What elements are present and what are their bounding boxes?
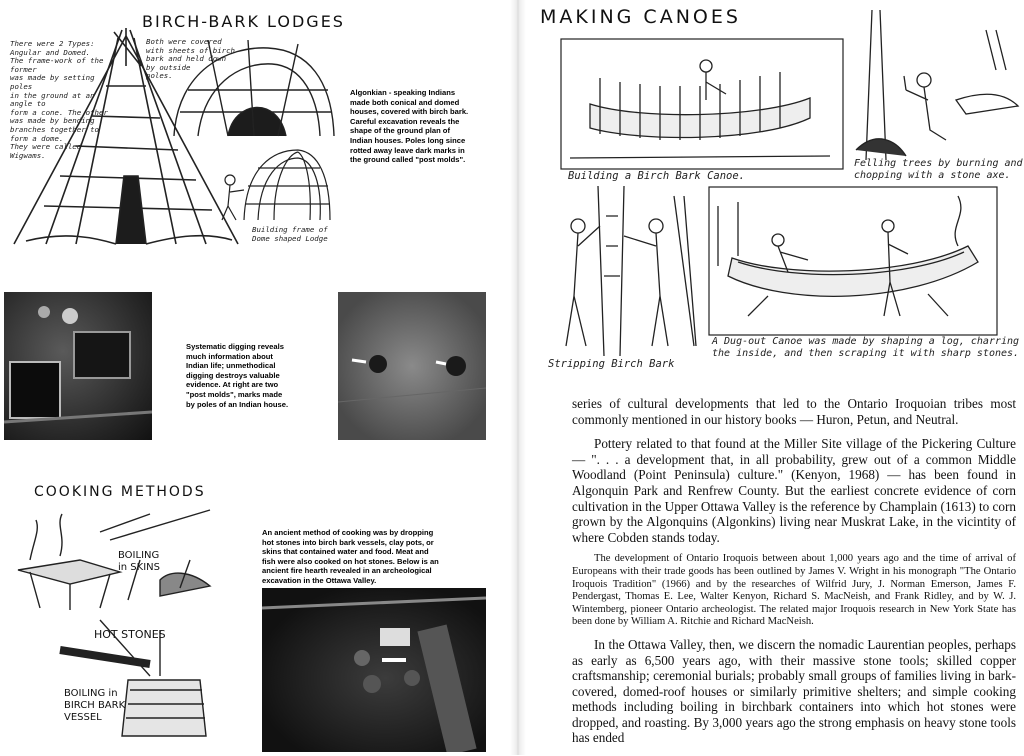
digging-caption: Systematic digging reveals much information about Indian life; unmethodical digging destroys valuable evidence. At right are two "post molds", marks made by poles of an Indian house. (186, 342, 289, 409)
stripping-bark-caption: Stripping Birch Bark (548, 358, 675, 370)
paragraph-1: series of cultural developments that led to the Ontario Iroquoian tribes most commonly mentioned in our history books — Huron, Petun, and Neutral. (572, 396, 1016, 427)
lodge-covered-note: Both were covered with sheets of birch bark and held down by outside poles. (146, 37, 235, 81)
hot-stones-label: HOT STONES (94, 628, 166, 641)
felling-trees-sketch (846, 10, 1022, 160)
paragraph-4: In the Ottawa Valley, then, we discern the nomadic Laurentian peoples, perhaps as early as 6,500 years ago, with their massive stone tools; skilled copper craftsmanship; ceremonial burials; probably small groups of families living in bark-covered, domed-roof houses or similarly primitive shelters; and simple cooking methods including boiling in birchbark containers into which hot stones were dropped, and roasting. By 3,000 years ago the strong emphasis on heavy stone tools has ended (572, 636, 1016, 746)
body-text-column (572, 396, 1016, 746)
lodge-types-note: There were 2 Types: Angular and Domed. The frame-work of the former was made by setting poles in the ground at an angle to form a cone. The other was made by bending branches together to form a dome. They were called Wigwams. (10, 39, 108, 160)
cooking-caption: An ancient method of cooking was by dropping hot stones into birch bark vessels, clay pots, or skins that contained water and food. Meat and fish were also cooked on hot stones. Below is an ancient fire hearth revealed in an archeological excavation in the Ottawa Valley. (262, 528, 439, 585)
lodges-heading: BIRCH-BARK LODGES (142, 12, 345, 31)
paragraph-3: The development of Ontario Iroquois between about 1,000 years ago and the time of arrival of Europeans with their trade goods has been outlined by James V. Wright in his monograph "The Ontario Iroquois Tradition" (1966) and by the researches of Wilfrid Jury, J. Norman Emerson, James F. Pendergast, Thomas E. Lee, Walter Kenyon, Richard S. MacNeish, and Frank Ridley, and by W. J. Wintemberg, pioneer Ontario archeologist. The related major Iroquois research in New York State has been done by William A. Ritchie and Richard MacNeish. (572, 553, 1016, 628)
stripping-bark-sketch (544, 186, 704, 356)
excavation-photo-detail (4, 292, 152, 440)
lodges-caption: Algonkian - speaking Indians made both conical and domed houses, covered with birch bark. Careful excavation reveals the shape of the ground plan of Indian houses. Poles long since rotted away leave dark marks in the ground called "post molds". (350, 88, 469, 165)
felling-trees-caption: Felling trees by burning and chopping with a stone axe. (854, 158, 1023, 181)
building-canoe-caption: Building a Birch Bark Canoe. (568, 170, 746, 182)
building-canoe-sketch (560, 38, 844, 170)
dugout-canoe-caption: A Dug-out Canoe was made by shaping a log, charring the inside, and then scraping it with sharp stones. (712, 336, 1020, 359)
fire-hearth-photo (262, 588, 486, 752)
dome-frame-note: Building frame of Dome shaped Lodge (252, 225, 328, 243)
page-gutter (510, 0, 526, 755)
post-molds-photo-detail (338, 292, 486, 440)
dugout-canoe-sketch (708, 186, 998, 336)
paragraph-2: Pottery related to that found at the Miller Site village of the Pickering Culture — ". . . a development that, in all probability, grew out of a common Middle Woodland (Point Peninsula) culture." (Kenyon, 1968) — has been found in Algonquin Park and Renfrew County. But the earliest concrete evidence of corn cultivation in the Upper Ottawa Valley is the reference by Champlain (1613) to corn grown by the Algonquins (Algonkins) living near Muskrat Lake, in the vicintity of where Cobden stands today. (572, 436, 1016, 545)
boiling-skins-label: BOILING in SKINS (118, 550, 160, 573)
cooking-heading: COOKING METHODS (34, 484, 206, 500)
boiling-vessel-label: BOILING in BIRCH BARK VESSEL (64, 688, 126, 723)
excavation-photo (4, 292, 152, 440)
canoes-heading: MAKING CANOES (540, 6, 741, 28)
post-molds-photo (338, 292, 486, 440)
dome-frame-sketch (214, 146, 334, 226)
fire-hearth-photo-detail (262, 588, 486, 752)
